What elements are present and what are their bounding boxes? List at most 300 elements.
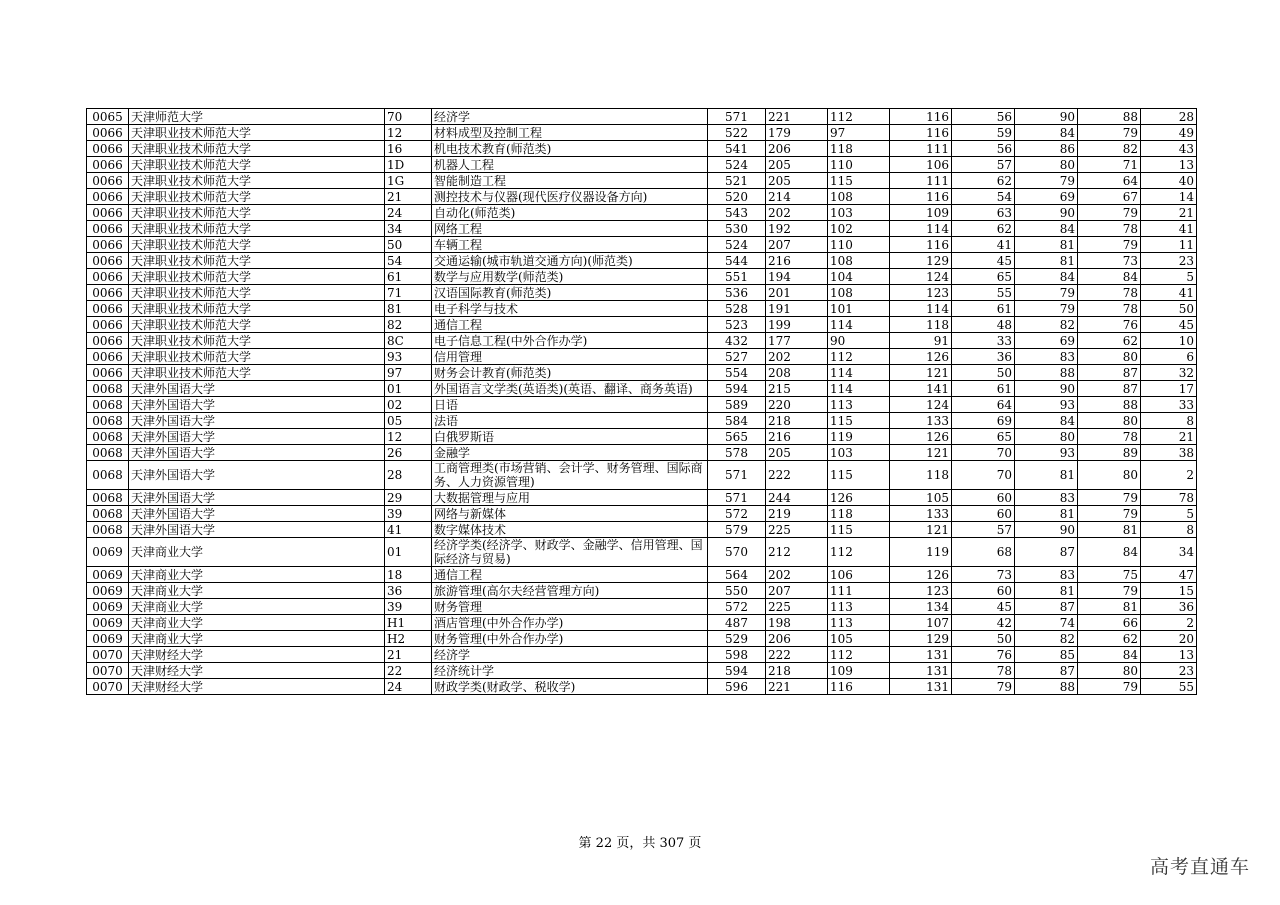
- score-a-cell: 192: [766, 221, 828, 237]
- major-code-cell: 12: [385, 125, 432, 141]
- score-b-cell: 108: [828, 253, 890, 269]
- school-code-cell: 0070: [87, 647, 129, 663]
- score-a-cell: 218: [766, 663, 828, 679]
- score-b-cell: 110: [828, 237, 890, 253]
- school-code-cell: 0066: [87, 301, 129, 317]
- school-name-cell: 天津职业技术师范大学: [129, 253, 385, 269]
- score-c-cell: 126: [890, 349, 952, 365]
- major-code-cell: 01: [385, 381, 432, 397]
- major-code-cell: 39: [385, 599, 432, 615]
- major-name-cell: 财务管理: [432, 599, 708, 615]
- major-code-cell: 97: [385, 365, 432, 381]
- total-score-cell: 550: [708, 583, 766, 599]
- score-d-cell: 60: [952, 506, 1015, 522]
- score-d-cell: 57: [952, 522, 1015, 538]
- school-code-cell: 0070: [87, 663, 129, 679]
- score-e-cell: 84: [1015, 125, 1078, 141]
- score-e-cell: 83: [1015, 490, 1078, 506]
- score-f-cell: 64: [1078, 173, 1141, 189]
- count-cell: 21: [1141, 205, 1197, 221]
- score-e-cell: 81: [1015, 253, 1078, 269]
- score-a-cell: 214: [766, 189, 828, 205]
- major-code-cell: 71: [385, 285, 432, 301]
- score-a-cell: 202: [766, 567, 828, 583]
- score-e-cell: 81: [1015, 506, 1078, 522]
- school-name-cell: 天津职业技术师范大学: [129, 349, 385, 365]
- school-code-cell: 0069: [87, 583, 129, 599]
- school-code-cell: 0068: [87, 522, 129, 538]
- table-row: [87, 567, 1197, 583]
- score-f-cell: 76: [1078, 317, 1141, 333]
- count-cell: 13: [1141, 157, 1197, 173]
- score-f-cell: 62: [1078, 333, 1141, 349]
- table-row: [87, 333, 1197, 349]
- score-f-cell: 82: [1078, 141, 1141, 157]
- school-code-cell: 0066: [87, 285, 129, 301]
- score-f-cell: 81: [1078, 599, 1141, 615]
- score-c-cell: 121: [890, 445, 952, 461]
- table-row: [87, 141, 1197, 157]
- total-score-cell: 529: [708, 631, 766, 647]
- total-score-cell: 432: [708, 333, 766, 349]
- total-score-cell: 589: [708, 397, 766, 413]
- count-cell: 28: [1141, 109, 1197, 125]
- school-code-cell: 0068: [87, 461, 129, 490]
- major-name-cell: 经济统计学: [432, 663, 708, 679]
- score-f-cell: 79: [1078, 125, 1141, 141]
- score-d-cell: 48: [952, 317, 1015, 333]
- score-d-cell: 63: [952, 205, 1015, 221]
- total-score-cell: 571: [708, 461, 766, 490]
- score-d-cell: 61: [952, 381, 1015, 397]
- score-c-cell: 118: [890, 461, 952, 490]
- table-row: [87, 538, 1197, 567]
- major-name-cell: 材料成型及控制工程: [432, 125, 708, 141]
- count-cell: 23: [1141, 253, 1197, 269]
- school-name-cell: 天津职业技术师范大学: [129, 237, 385, 253]
- score-f-cell: 79: [1078, 237, 1141, 253]
- score-b-cell: 105: [828, 631, 890, 647]
- score-c-cell: 91: [890, 333, 952, 349]
- table-row: [87, 269, 1197, 285]
- score-c-cell: 116: [890, 109, 952, 125]
- score-d-cell: 42: [952, 615, 1015, 631]
- count-cell: 41: [1141, 221, 1197, 237]
- school-name-cell: 天津外国语大学: [129, 490, 385, 506]
- table-row: [87, 173, 1197, 189]
- table-row: [87, 157, 1197, 173]
- table-row: [87, 615, 1197, 631]
- score-a-cell: 205: [766, 445, 828, 461]
- major-name-cell: 通信工程: [432, 567, 708, 583]
- score-b-cell: 110: [828, 157, 890, 173]
- score-b-cell: 115: [828, 461, 890, 490]
- score-d-cell: 33: [952, 333, 1015, 349]
- total-score-cell: 520: [708, 189, 766, 205]
- score-b-cell: 106: [828, 567, 890, 583]
- score-a-cell: 215: [766, 381, 828, 397]
- score-f-cell: 80: [1078, 461, 1141, 490]
- score-c-cell: 111: [890, 173, 952, 189]
- score-e-cell: 84: [1015, 269, 1078, 285]
- count-cell: 50: [1141, 301, 1197, 317]
- score-b-cell: 113: [828, 397, 890, 413]
- major-code-cell: H2: [385, 631, 432, 647]
- major-name-cell: 电子科学与技术: [432, 301, 708, 317]
- major-name-cell: 数字媒体技术: [432, 522, 708, 538]
- school-code-cell: 0066: [87, 365, 129, 381]
- school-code-cell: 0066: [87, 221, 129, 237]
- score-b-cell: 101: [828, 301, 890, 317]
- major-name-cell: 机电技术教育(师范类): [432, 141, 708, 157]
- score-f-cell: 78: [1078, 221, 1141, 237]
- total-score-cell: 570: [708, 538, 766, 567]
- major-name-cell: 经济学: [432, 647, 708, 663]
- table-row: [87, 285, 1197, 301]
- score-b-cell: 90: [828, 333, 890, 349]
- count-cell: 23: [1141, 663, 1197, 679]
- total-score-cell: 584: [708, 413, 766, 429]
- count-cell: 45: [1141, 317, 1197, 333]
- score-d-cell: 70: [952, 461, 1015, 490]
- count-cell: 5: [1141, 269, 1197, 285]
- score-d-cell: 54: [952, 189, 1015, 205]
- score-c-cell: 114: [890, 301, 952, 317]
- score-d-cell: 68: [952, 538, 1015, 567]
- major-name-cell: 财务会计教育(师范类): [432, 365, 708, 381]
- score-d-cell: 55: [952, 285, 1015, 301]
- count-cell: 40: [1141, 173, 1197, 189]
- score-b-cell: 112: [828, 349, 890, 365]
- score-a-cell: 179: [766, 125, 828, 141]
- score-c-cell: 129: [890, 253, 952, 269]
- score-e-cell: 69: [1015, 333, 1078, 349]
- count-cell: 15: [1141, 583, 1197, 599]
- score-d-cell: 65: [952, 429, 1015, 445]
- count-cell: 36: [1141, 599, 1197, 615]
- major-name-cell: 测控技术与仪器(现代医疗仪器设备方向): [432, 189, 708, 205]
- score-a-cell: 202: [766, 349, 828, 365]
- major-name-cell: 通信工程: [432, 317, 708, 333]
- score-e-cell: 90: [1015, 522, 1078, 538]
- score-d-cell: 62: [952, 221, 1015, 237]
- school-name-cell: 天津职业技术师范大学: [129, 269, 385, 285]
- total-score-cell: 598: [708, 647, 766, 663]
- table-row: [87, 429, 1197, 445]
- major-code-cell: 02: [385, 397, 432, 413]
- major-code-cell: H1: [385, 615, 432, 631]
- score-a-cell: 194: [766, 269, 828, 285]
- count-cell: 5: [1141, 506, 1197, 522]
- school-name-cell: 天津商业大学: [129, 583, 385, 599]
- table-row: [87, 365, 1197, 381]
- score-c-cell: 131: [890, 679, 952, 695]
- total-score-cell: 522: [708, 125, 766, 141]
- score-e-cell: 85: [1015, 647, 1078, 663]
- major-name-cell: 财务管理(中外合作办学): [432, 631, 708, 647]
- major-code-cell: 26: [385, 445, 432, 461]
- score-e-cell: 88: [1015, 679, 1078, 695]
- major-code-cell: 01: [385, 538, 432, 567]
- school-name-cell: 天津师范大学: [129, 109, 385, 125]
- score-c-cell: 134: [890, 599, 952, 615]
- total-score-cell: 572: [708, 506, 766, 522]
- score-b-cell: 118: [828, 141, 890, 157]
- table-row: [87, 397, 1197, 413]
- school-code-cell: 0068: [87, 506, 129, 522]
- score-b-cell: 115: [828, 173, 890, 189]
- count-cell: 47: [1141, 567, 1197, 583]
- school-name-cell: 天津商业大学: [129, 631, 385, 647]
- major-name-cell: 数学与应用数学(师范类): [432, 269, 708, 285]
- score-d-cell: 70: [952, 445, 1015, 461]
- total-score-cell: 572: [708, 599, 766, 615]
- major-code-cell: 22: [385, 663, 432, 679]
- total-score-cell: 554: [708, 365, 766, 381]
- count-cell: 34: [1141, 538, 1197, 567]
- score-f-cell: 78: [1078, 301, 1141, 317]
- score-e-cell: 69: [1015, 189, 1078, 205]
- school-name-cell: 天津外国语大学: [129, 461, 385, 490]
- score-e-cell: 87: [1015, 538, 1078, 567]
- score-e-cell: 79: [1015, 173, 1078, 189]
- school-code-cell: 0069: [87, 599, 129, 615]
- school-name-cell: 天津职业技术师范大学: [129, 173, 385, 189]
- score-b-cell: 108: [828, 285, 890, 301]
- school-code-cell: 0070: [87, 679, 129, 695]
- school-code-cell: 0066: [87, 157, 129, 173]
- score-e-cell: 90: [1015, 109, 1078, 125]
- table-row: [87, 253, 1197, 269]
- score-a-cell: 206: [766, 141, 828, 157]
- total-score-cell: 571: [708, 109, 766, 125]
- school-name-cell: 天津财经大学: [129, 679, 385, 695]
- score-b-cell: 118: [828, 506, 890, 522]
- total-score-cell: 523: [708, 317, 766, 333]
- major-code-cell: 16: [385, 141, 432, 157]
- total-score-cell: 578: [708, 445, 766, 461]
- school-name-cell: 天津外国语大学: [129, 506, 385, 522]
- score-a-cell: 205: [766, 173, 828, 189]
- major-name-cell: 自动化(师范类): [432, 205, 708, 221]
- score-c-cell: 116: [890, 189, 952, 205]
- score-f-cell: 79: [1078, 490, 1141, 506]
- score-d-cell: 60: [952, 490, 1015, 506]
- score-a-cell: 208: [766, 365, 828, 381]
- score-d-cell: 56: [952, 141, 1015, 157]
- school-name-cell: 天津外国语大学: [129, 413, 385, 429]
- score-e-cell: 93: [1015, 445, 1078, 461]
- score-e-cell: 84: [1015, 221, 1078, 237]
- major-code-cell: 50: [385, 237, 432, 253]
- table-row: [87, 647, 1197, 663]
- major-name-cell: 电子信息工程(中外合作办学): [432, 333, 708, 349]
- score-d-cell: 50: [952, 631, 1015, 647]
- page-number-footer: 第 22 页，共 307 页: [578, 836, 702, 851]
- score-a-cell: 198: [766, 615, 828, 631]
- major-name-cell: 网络工程: [432, 221, 708, 237]
- total-score-cell: 528: [708, 301, 766, 317]
- school-code-cell: 0066: [87, 125, 129, 141]
- major-code-cell: 39: [385, 506, 432, 522]
- total-score-cell: 524: [708, 157, 766, 173]
- score-e-cell: 74: [1015, 615, 1078, 631]
- score-c-cell: 116: [890, 237, 952, 253]
- major-code-cell: 93: [385, 349, 432, 365]
- major-name-cell: 信用管理: [432, 349, 708, 365]
- score-e-cell: 82: [1015, 317, 1078, 333]
- table-row: [87, 205, 1197, 221]
- score-f-cell: 62: [1078, 631, 1141, 647]
- major-code-cell: 81: [385, 301, 432, 317]
- table-row: [87, 461, 1197, 490]
- score-a-cell: 199: [766, 317, 828, 333]
- count-cell: 14: [1141, 189, 1197, 205]
- school-name-cell: 天津职业技术师范大学: [129, 365, 385, 381]
- score-a-cell: 222: [766, 647, 828, 663]
- score-b-cell: 97: [828, 125, 890, 141]
- major-code-cell: 54: [385, 253, 432, 269]
- school-name-cell: 天津职业技术师范大学: [129, 157, 385, 173]
- school-code-cell: 0069: [87, 631, 129, 647]
- score-d-cell: 78: [952, 663, 1015, 679]
- score-c-cell: 123: [890, 285, 952, 301]
- school-code-cell: 0066: [87, 237, 129, 253]
- total-score-cell: 564: [708, 567, 766, 583]
- count-cell: 17: [1141, 381, 1197, 397]
- score-d-cell: 79: [952, 679, 1015, 695]
- score-b-cell: 115: [828, 413, 890, 429]
- major-name-cell: 机器人工程: [432, 157, 708, 173]
- major-code-cell: 12: [385, 429, 432, 445]
- major-name-cell: 财政学类(财政学、税收学): [432, 679, 708, 695]
- score-b-cell: 104: [828, 269, 890, 285]
- score-a-cell: 225: [766, 522, 828, 538]
- table-row: [87, 221, 1197, 237]
- major-code-cell: 21: [385, 647, 432, 663]
- score-a-cell: 244: [766, 490, 828, 506]
- count-cell: 6: [1141, 349, 1197, 365]
- school-name-cell: 天津职业技术师范大学: [129, 141, 385, 157]
- school-name-cell: 天津职业技术师范大学: [129, 333, 385, 349]
- school-code-cell: 0069: [87, 567, 129, 583]
- score-d-cell: 60: [952, 583, 1015, 599]
- major-code-cell: 29: [385, 490, 432, 506]
- table-row: [87, 663, 1197, 679]
- major-code-cell: 21: [385, 189, 432, 205]
- count-cell: 8: [1141, 413, 1197, 429]
- score-d-cell: 45: [952, 599, 1015, 615]
- score-c-cell: 126: [890, 429, 952, 445]
- score-d-cell: 56: [952, 109, 1015, 125]
- major-name-cell: 旅游管理(高尔夫经营管理方向): [432, 583, 708, 599]
- major-code-cell: 34: [385, 221, 432, 237]
- score-a-cell: 205: [766, 157, 828, 173]
- school-code-cell: 0066: [87, 141, 129, 157]
- score-f-cell: 81: [1078, 522, 1141, 538]
- score-f-cell: 71: [1078, 157, 1141, 173]
- score-c-cell: 105: [890, 490, 952, 506]
- score-c-cell: 109: [890, 205, 952, 221]
- score-a-cell: 225: [766, 599, 828, 615]
- table-row: [87, 599, 1197, 615]
- total-score-cell: 596: [708, 679, 766, 695]
- school-code-cell: 0069: [87, 615, 129, 631]
- count-cell: 41: [1141, 285, 1197, 301]
- score-c-cell: 123: [890, 583, 952, 599]
- score-f-cell: 80: [1078, 413, 1141, 429]
- score-d-cell: 50: [952, 365, 1015, 381]
- table-row: [87, 109, 1197, 125]
- major-name-cell: 外国语言文学类(英语类)(英语、翻译、商务英语): [432, 381, 708, 397]
- score-e-cell: 82: [1015, 631, 1078, 647]
- score-c-cell: 133: [890, 413, 952, 429]
- table-row: [87, 445, 1197, 461]
- school-code-cell: 0066: [87, 349, 129, 365]
- score-e-cell: 81: [1015, 237, 1078, 253]
- table-row: [87, 490, 1197, 506]
- score-a-cell: 216: [766, 253, 828, 269]
- score-f-cell: 88: [1078, 397, 1141, 413]
- table-row: [87, 381, 1197, 397]
- admission-score-table: [86, 108, 1197, 695]
- major-code-cell: 70: [385, 109, 432, 125]
- score-d-cell: 61: [952, 301, 1015, 317]
- school-code-cell: 0068: [87, 413, 129, 429]
- score-c-cell: 121: [890, 522, 952, 538]
- score-e-cell: 81: [1015, 583, 1078, 599]
- total-score-cell: 544: [708, 253, 766, 269]
- table-body: [87, 109, 1197, 695]
- major-code-cell: 8C: [385, 333, 432, 349]
- school-name-cell: 天津外国语大学: [129, 522, 385, 538]
- school-code-cell: 0066: [87, 269, 129, 285]
- major-name-cell: 大数据管理与应用: [432, 490, 708, 506]
- table-row: [87, 317, 1197, 333]
- major-name-cell: 工商管理类(市场营销、会计学、财务管理、国际商务、人力资源管理): [432, 461, 708, 490]
- score-b-cell: 102: [828, 221, 890, 237]
- score-f-cell: 78: [1078, 429, 1141, 445]
- score-c-cell: 118: [890, 317, 952, 333]
- table-row: [87, 506, 1197, 522]
- school-name-cell: 天津财经大学: [129, 647, 385, 663]
- score-a-cell: 218: [766, 413, 828, 429]
- score-b-cell: 119: [828, 429, 890, 445]
- score-a-cell: 206: [766, 631, 828, 647]
- count-cell: 78: [1141, 490, 1197, 506]
- major-name-cell: 白俄罗斯语: [432, 429, 708, 445]
- score-e-cell: 83: [1015, 349, 1078, 365]
- school-code-cell: 0068: [87, 397, 129, 413]
- school-code-cell: 0066: [87, 173, 129, 189]
- score-e-cell: 80: [1015, 157, 1078, 173]
- count-cell: 13: [1141, 647, 1197, 663]
- score-a-cell: 207: [766, 237, 828, 253]
- score-a-cell: 177: [766, 333, 828, 349]
- score-a-cell: 219: [766, 506, 828, 522]
- total-score-cell: 527: [708, 349, 766, 365]
- score-b-cell: 114: [828, 365, 890, 381]
- count-cell: 20: [1141, 631, 1197, 647]
- score-b-cell: 112: [828, 538, 890, 567]
- score-b-cell: 113: [828, 615, 890, 631]
- score-f-cell: 79: [1078, 506, 1141, 522]
- score-f-cell: 80: [1078, 663, 1141, 679]
- school-code-cell: 0068: [87, 429, 129, 445]
- major-code-cell: 18: [385, 567, 432, 583]
- score-d-cell: 64: [952, 397, 1015, 413]
- score-b-cell: 114: [828, 317, 890, 333]
